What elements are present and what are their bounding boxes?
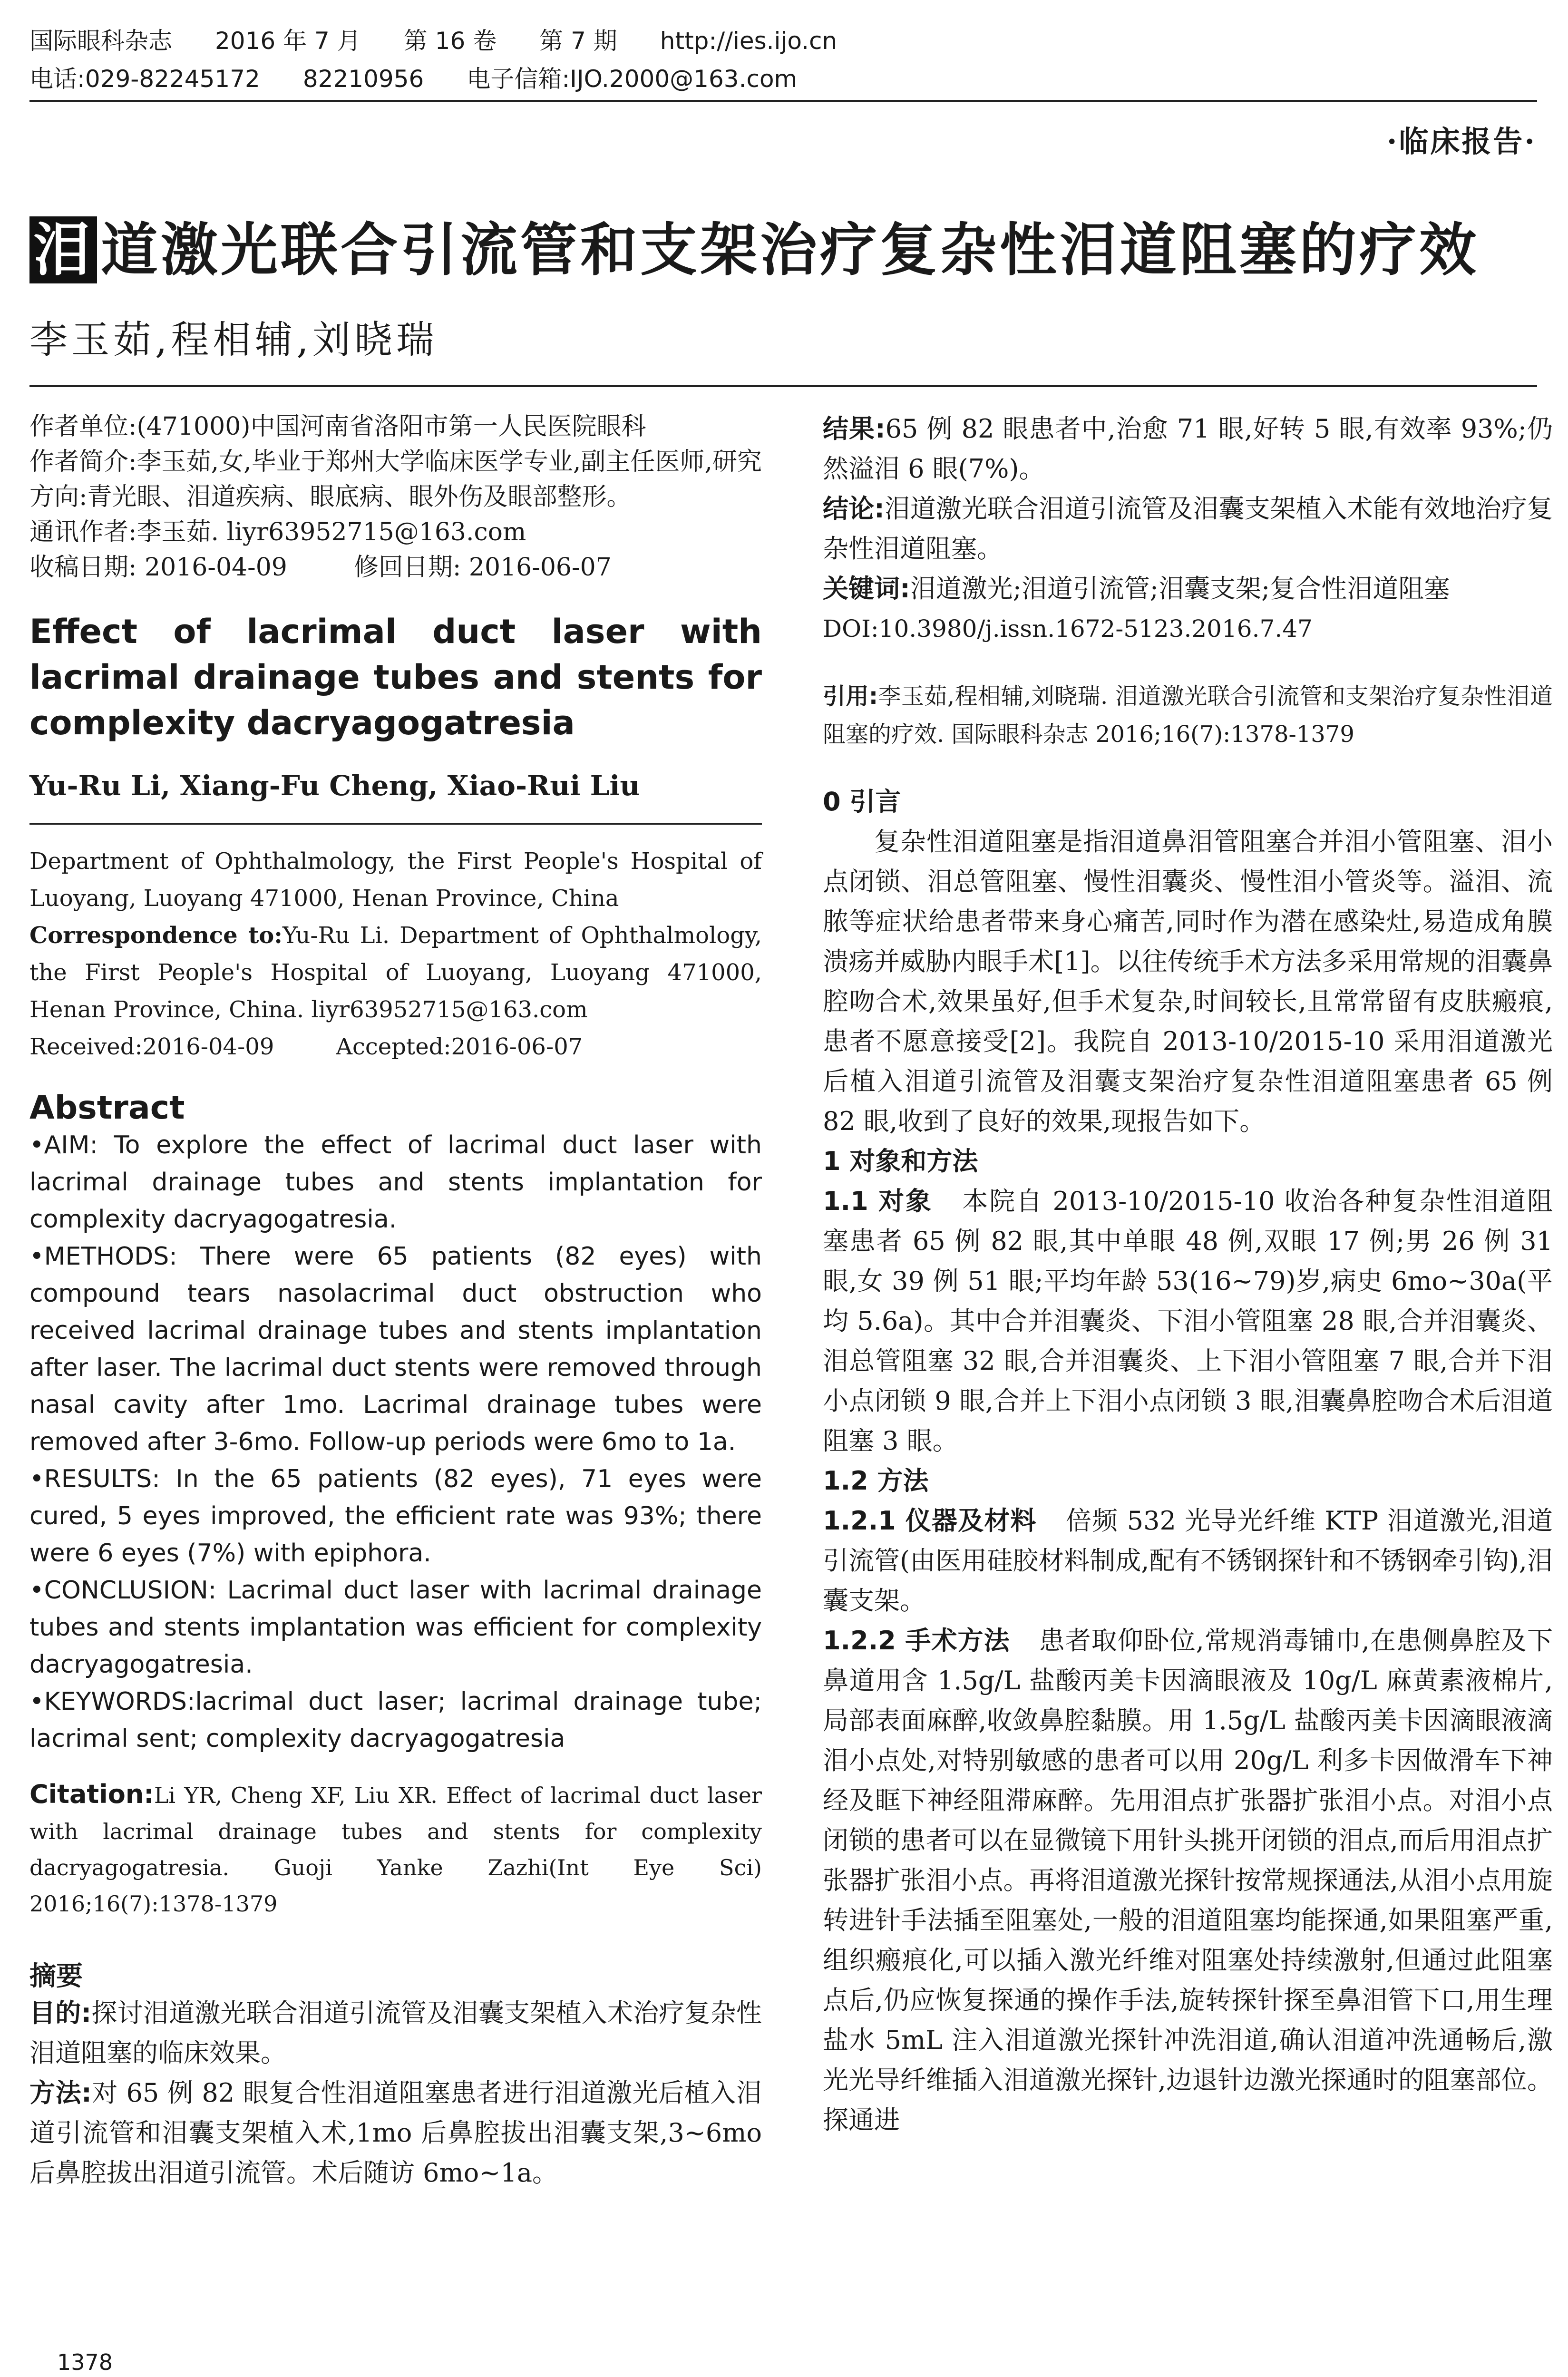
authors-cn: 李玉茹,程相辅,刘晓瑞 bbox=[29, 318, 438, 362]
accepted-en: Accepted:2016-06-07 bbox=[336, 1033, 583, 1060]
author-unit: 作者单位:(471000)中国河南省洛阳市第一人民医院眼科 bbox=[29, 412, 646, 441]
abstract-results: •RESULTS: In the 65 patients (82 eyes), 71 eyes were cured, 5 eyes improved, the efficient rate was 93%; there were 6 eyes (7%) with epiphora. bbox=[29, 1465, 762, 1568]
surgery-text: 患者取仰卧位,常规消毒铺巾,在患侧鼻腔及下鼻道用含 1.5g/L 盐酸丙美卡因滴眼液及 10g/L 麻黄素液棉片,局部表面麻醉,收敛鼻腔黏膜。用 1.5g/L 盐酸丙美卡因滴眼液滴泪小点处,对特别敏感的患者可以用 20g/L 利多卡因做滑车下神经及眶下神经阻滞麻醉。先用泪点扩张器扩张泪小点。对泪小点闭锁的患者可以在显微镜下用针头挑开闭锁的泪点,而后用泪点扩张器扩张泪小点。再将泪道激光探针按常规探通法,从泪小点用旋转进针手法插至阻塞处,一般的泪道阻塞均能探通,如果阻塞严重,组织瘢痕化,可以插入激光纤维对阻塞处持续激射,但通过此阻塞点后,仍应恢复探通的操作手法,旋转探针探至鼻泪管下口,用生理盐水 5mL 注入泪道激光探针冲洗泪道,确认泪道冲洗通畅后,激光光导纤维插入泪道激光探针,边退针边激光探通时的阻塞部位。探通进 bbox=[823, 1626, 1553, 2135]
intro-paragraph: 复杂性泪道阻塞是指泪道鼻泪管阻塞合并泪小管阻塞、泪小点闭锁、泪总管阻塞、慢性泪囊炎、慢性泪小管炎等。溢泪、流脓等症状给患者带来身心痛苦,同时作为潜在感染灶,易造成角膜溃疡并威胁内眼手术[1]。以往传统手术方法多采用常规的泪囊鼻腔吻合术,效果虽好,但手术复杂,时间较长,且常常留有皮肤瘢痕,患者不愿意接受[2]。我院自 2013-10/2015-10 采用泪道激光后植入泪道引流管及泪囊支架治疗复杂性泪道阻塞患者 65 例 82 眼,收到了良好的效果,现报告如下。 bbox=[823, 827, 1553, 1136]
cn-citation bbox=[823, 677, 1553, 753]
cn-methods-label: 方法: bbox=[29, 2078, 92, 2108]
received-cn: 收稿日期: 2016-04-09 bbox=[29, 553, 287, 582]
header-rule bbox=[29, 100, 1537, 102]
phone-2: 82210956 bbox=[302, 65, 424, 93]
author-bio: 作者简介:李玉茹,女,毕业于郑州大学临床医学专业,副主任医师,研究方向:青光眼、泪道疾病、眼底病、眼外伤及眼部整形。 bbox=[29, 448, 762, 511]
cn-methods bbox=[29, 2073, 762, 2193]
subjects-text: 本院自 2013-10/2015-10 收治各种复杂性泪道阻塞患者 65 例 82 眼,其中单眼 48 例,双眼 17 例;男 26 例 31 眼,女 39 例 51 眼;平均年龄 53(16~79)岁,病史 6mo~30a(平均 5.6a)。其中合并泪囊炎、下泪小管阻塞 28 眼,合并泪囊炎、泪总管阻塞 32 眼,合并泪囊炎、上下泪小管阻塞 7 眼,合并下泪小点闭锁 9 眼,合并上下泪小点闭锁 3 眼,泪囊鼻腔吻合术后泪道阻塞 3 眼。 bbox=[823, 1186, 1553, 1456]
issue: 第 7 期 bbox=[539, 27, 617, 55]
surgery-label: 1.2.2 手术方法 bbox=[823, 1626, 1010, 1656]
right-column bbox=[823, 409, 1553, 2140]
methods-subheading: 1.2 方法 bbox=[823, 1466, 929, 1496]
english-title: Effect of lacrimal duct laser with lacrimal drainage tubes and stents for complexity dacryagogatresia bbox=[29, 612, 762, 742]
cn-conclusion-label: 结论: bbox=[823, 494, 885, 524]
journal-name: 国际眼科杂志 bbox=[29, 27, 172, 55]
cn-results-label: 结果: bbox=[823, 414, 886, 444]
page-number: 1378 bbox=[57, 2349, 113, 2375]
dates-cn bbox=[29, 550, 762, 585]
cn-citation-text: 李玉茹,程相辅,刘晓瑞. 泪道激光联合引流管和支架治疗复杂性泪道阻塞的疗效. 国际眼科杂志 2016;16(7):1378-1379 bbox=[823, 683, 1553, 748]
cn-keywords-text: 泪道激光;泪道引流管;泪囊支架;复合性泪道阻塞 bbox=[910, 574, 1450, 604]
english-affiliation: Department of Ophthalmology, the First People's Hospital of Luoyang, Luoyang 471000, Henan Province, China bbox=[29, 848, 762, 912]
citation-label: Citation: bbox=[29, 1779, 154, 1809]
materials-label: 1.2.1 仪器及材料 bbox=[823, 1506, 1037, 1536]
corresponding-author: 通讯作者:李玉茹. liyr63952715@163.com bbox=[29, 518, 526, 546]
left-column bbox=[29, 409, 762, 2193]
materials-text: 倍频 532 光导光纤维 KTP 泪道激光,泪道引流管(由医用硅胶材料制成,配有不锈钢探针和不锈钢牵引钩),泪囊支架。 bbox=[823, 1506, 1553, 1616]
english-rule bbox=[29, 823, 762, 825]
english-correspondence bbox=[29, 917, 762, 1028]
subjects-label: 1.1 对象 bbox=[823, 1186, 933, 1216]
cn-methods-text: 对 65 例 82 眼复合性泪道阻塞患者进行泪道激光后植入泪道引流管和泪囊支架植入术,1mo 后鼻腔拔出泪囊支架,3~6mo 后鼻腔拔出泪道引流管。术后随访 6mo~1a。 bbox=[29, 2078, 762, 2188]
running-header bbox=[29, 22, 1537, 98]
cn-keywords bbox=[823, 569, 1553, 609]
volume: 第 16 卷 bbox=[403, 27, 497, 55]
abstract-methods: •METHODS: There were 65 patients (82 eyes) with compound tears nasolacrimal duct obstruction who received lacrimal drainage tubes and stents implantation after laser. The lacrimal duct stents were removed through nasal cavity after 1mo. Lacrimal drainage tubes were removed after 3-6mo. Follow-up periods were 6mo to 1a. bbox=[29, 1242, 762, 1456]
title-text: 道激光联合引流管和支架治疗复杂性泪道阻塞的疗效 bbox=[101, 216, 1479, 283]
cn-keywords-label: 关键词: bbox=[823, 574, 910, 604]
cn-aim-label: 目的: bbox=[29, 1998, 92, 2028]
english-authors: Yu-Ru Li, Xiang-Fu Cheng, Xiao-Rui Liu bbox=[29, 770, 640, 802]
section-tag: ·临床报告· bbox=[1386, 124, 1537, 159]
english-dates bbox=[29, 1028, 762, 1065]
materials-paragraph bbox=[823, 1501, 1553, 1621]
cn-results bbox=[823, 409, 1553, 489]
correspondence-label: Correspondence to: bbox=[29, 922, 282, 949]
doi[interactable]: DOI:10.3980/j.issn.1672-5123.2016.7.47 bbox=[823, 615, 1313, 643]
cn-abstract-heading: 摘要 bbox=[29, 1960, 83, 1992]
cn-aim-text: 探讨泪道激光联合泪道引流管及泪囊支架植入术治疗复杂性泪道阻塞的临床效果。 bbox=[29, 1998, 762, 2068]
cn-conclusion-text: 泪道激光联合泪道引流管及泪囊支架植入术能有效地治疗复杂性泪道阻塞。 bbox=[823, 494, 1553, 564]
issue-date: 2016 年 7 月 bbox=[215, 27, 361, 55]
subjects-paragraph bbox=[823, 1181, 1553, 1461]
english-citation bbox=[29, 1776, 762, 1922]
abstract-conclusion: •CONCLUSION: Lacrimal duct laser with lacrimal drainage tubes and stents implantation was efficient for complexity dacryagogatresia. bbox=[29, 1576, 762, 1679]
abstract-aim: •AIM: To explore the effect of lacrimal duct laser with lacrimal drainage tubes and stents implantation for complexity dacryagogatresia. bbox=[29, 1131, 762, 1234]
cn-aim bbox=[29, 1993, 762, 2073]
journal-url[interactable]: http://ies.ijo.cn bbox=[660, 27, 838, 55]
abstract-keywords: •KEYWORDS:lacrimal duct laser; lacrimal drainage tube; lacrimal sent; complexity dacryagogatresia bbox=[29, 1687, 762, 1753]
cn-citation-label: 引用: bbox=[823, 683, 878, 710]
phone: 电话:029-82245172 bbox=[29, 65, 260, 93]
section-methods-heading: 1 对象和方法 bbox=[823, 1146, 978, 1176]
article-title bbox=[29, 205, 1479, 286]
title-rule bbox=[29, 385, 1537, 387]
cn-results-text: 65 例 82 眼患者中,治愈 71 眼,好转 5 眼,有效率 93%;仍然溢泪 6 眼(7%)。 bbox=[823, 414, 1553, 484]
section-intro-heading: 0 引言 bbox=[823, 787, 901, 817]
surgery-paragraph bbox=[823, 1621, 1553, 2140]
citation-text: Li YR, Cheng XF, Liu XR. Effect of lacrimal duct laser with lacrimal drainage tubes and stents for complexity dacryagogatresia. Guoji Yanke Zazhi(Int Eye Sci) 2016;16(7):1378-1379 bbox=[29, 1783, 762, 1917]
email[interactable]: 电子信箱:IJO.2000@163.com bbox=[467, 65, 798, 93]
title-initial: 泪 bbox=[29, 216, 97, 283]
cn-conclusion bbox=[823, 489, 1553, 569]
abstract-heading: Abstract bbox=[29, 1089, 185, 1127]
received-en: Received:2016-04-09 bbox=[29, 1033, 274, 1060]
correspondence-text: Yu-Ru Li. Department of Ophthalmology, the First People's Hospital of Luoyang, Luoyang 471000, Henan Province, China. liyr63952715@163.com bbox=[29, 922, 762, 1023]
revised-cn: 修回日期: 2016-06-07 bbox=[353, 553, 612, 582]
